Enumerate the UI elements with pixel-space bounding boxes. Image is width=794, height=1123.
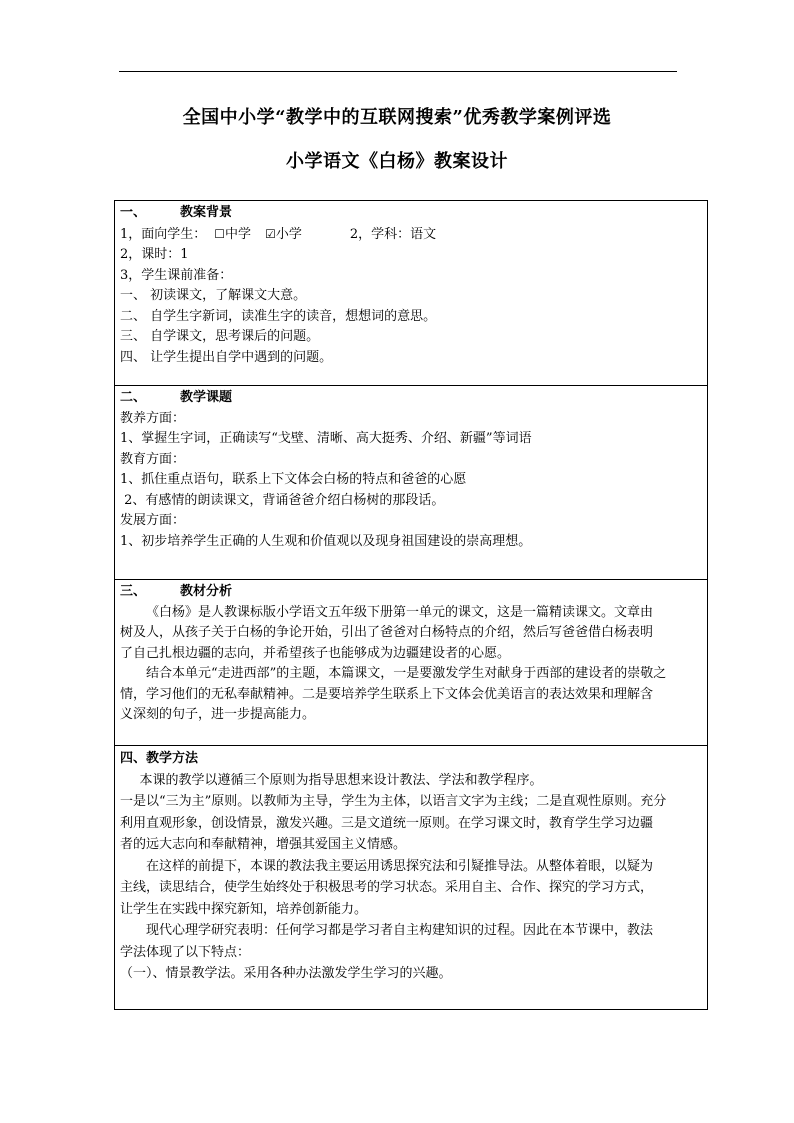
prep-item: 一、 初读课文，了解课文大意。 (120, 288, 307, 303)
section-title: 教材分析 (180, 584, 233, 599)
method-line: （一）、情景教学法。采用各种办法激发学生学习的兴趣。 (120, 966, 452, 981)
method-line: 一是以“三为主”原则。以教师为主导，学生为主体，以语言文字为主线；二是直观性原则。充分 (120, 794, 667, 809)
option-primary-school-label: 小学 (275, 226, 302, 242)
topic-line: 教养方面： (120, 410, 186, 426)
topic-line: 教育方面： (120, 451, 186, 467)
section-title: 教案背景 (180, 205, 233, 220)
section-background (115, 201, 707, 385)
section-number: 三、 (120, 584, 147, 599)
topic-line: 发展方面： (120, 513, 186, 528)
topic-line: 1、初步培养学生正确的人生观和价值观以及现身祖国建设的崇高理想。 (120, 533, 532, 549)
method-line: 在这样的前提下，本课的教法我主要运用诱思探究法和引疑推导法。从整体着眼，以疑为 (146, 858, 654, 874)
document-subtitle: 小学语文《白杨》教案设计 (286, 151, 508, 172)
audience-label: 1，面向学生： (120, 226, 207, 242)
audience-row (120, 224, 702, 246)
method-line: 现代心理学研究表明：任何学习都是学习者自主构建知识的过程。因此在本节课中，教法 (146, 923, 654, 938)
section-number: 二、 (120, 390, 147, 405)
analysis-line: 《白杨》是人教课标版小学语文五年级下册第一单元的课文，这是一篇精读课文。文章由 (146, 604, 654, 620)
section-topic (115, 385, 707, 579)
section-teaching-method (115, 745, 707, 1009)
analysis-line: 情，学习他们的无私奉献精神。二是要培养学生联系上下文体会优美语言的表达效果和理解含 (120, 686, 654, 702)
section-number: 一、 (120, 205, 147, 220)
document-title: 全国中小学“教学中的互联网搜索”优秀教学案例评选 (182, 107, 612, 128)
analysis-line: 树及人，从孩子关于白杨的争论开始，引出了爸爸对白杨特点的介绍，然后写爸爸借白杨表明 (120, 625, 654, 640)
analysis-line: 了自己扎根边疆的志向，并希望孩子也能够成为边疆建设者的心愿。 (120, 645, 511, 661)
checkbox-primary-school[interactable]: ☑ (265, 226, 276, 241)
lesson-plan-table (114, 200, 708, 1010)
topic-line: 2、有感情的朗读课文，背诵爸爸介绍白杨树的那段话。 (120, 492, 445, 508)
section-heading (120, 203, 702, 224)
class-hours: 2，课时：1 (120, 247, 189, 262)
student-prep-label: 3，学生课前准备： (120, 267, 233, 283)
section-heading (120, 388, 702, 409)
method-line: 者的远大志向和奉献精神，增强其爱国主义情感。 (120, 837, 407, 852)
method-line: 利用直观形象，创设情景，激发兴趣。三是文道统一原则。在学习课文时，教育学生学习边疆 (120, 815, 654, 831)
prep-item: 四、 让学生提出自学中遇到的问题。 (120, 349, 333, 365)
section-heading (120, 582, 702, 603)
topic-line: 1、掌握生字词，正确读写“戈壁、清晰、高大挺秀、介绍、新疆”等词语 (120, 431, 532, 446)
subject-field: 2，学科：语文 (349, 226, 437, 242)
option-middle-school-label: 中学 (225, 226, 252, 242)
prep-item: 三、 自学课文，思考课后的问题。 (120, 329, 320, 344)
method-line: 主线，读思结合，使学生始终处于积极思考的学习状态。采用自主、合作、探究的学习方式， (120, 880, 654, 895)
checkbox-middle-school[interactable]: ☐ (214, 226, 226, 241)
prep-item: 二、 自学生字新词，读准生字的读音，想想词的意思。 (120, 308, 437, 324)
header-rule (119, 71, 677, 72)
topic-line: 1、抓住重点语句，联系上下文体会白杨的特点和爸爸的心愿 (120, 472, 467, 487)
method-line: 让学生在实践中探究新知，培养创新能力。 (120, 901, 368, 917)
analysis-line: 义深刻的句子，进一步提高能力。 (120, 707, 316, 722)
section-title: 教学课题 (180, 390, 233, 405)
analysis-line: 结合本单元“走进西部”的主题，本篇课文，一是要激发学生对献身于西部的建设者的崇敬之 (146, 666, 667, 681)
section-material-analysis (115, 579, 707, 745)
method-line: 学法体现了以下特点： (120, 944, 251, 960)
section-heading: 四、教学方法 (120, 751, 199, 766)
method-line: 本课的教学以遵循三个原则为指导思想来设计教法、学法和教学程序。 (139, 772, 543, 788)
